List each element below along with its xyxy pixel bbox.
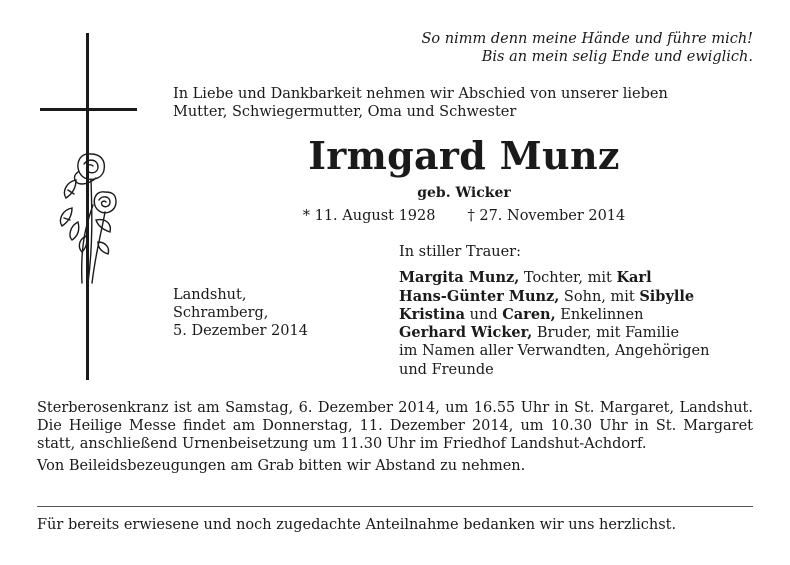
roses-icon [58,150,138,285]
mourners-closing-2: und Freunde [399,361,494,378]
place-date [173,286,308,340]
place-line-3: 5. Dezember 2014 [173,323,308,339]
verse-line-2: Bis an mein selig Ende und ewiglich. [481,49,753,65]
bible-verse [360,30,753,66]
death-date: † 27. November 2014 [467,208,626,224]
cross-horizontal-bar [40,108,137,111]
mourners-heading: In stiller Trauer: [399,244,521,260]
mourners-list [399,243,759,379]
service-text: Sterberosenkranz ist am Samstag, 6. Dezember 2014, um 16.55 Uhr in St. Margaret, Landshut. Die Heilige Messe findet am Donnerstag, 11. Dezember 2014, um 10.30 Uhr in St. Margaret statt, anschließend Urnenbeisetzung um 11.30 Uhr im Friedhof Landshut-Achdorf. [37,400,753,452]
birth-date: * 11. August 1928 [302,208,436,224]
intro-line-2: Mutter, Schwiegermutter, Oma und Schwester [173,104,517,120]
mourner-entry: Hans-Günter Munz, Sohn, mit Sibylle [399,287,695,305]
thanks-text: Für bereits erwiesene und noch zugedachte Anteilnahme bedanken wir uns herzlichst. [37,517,677,533]
deceased-name: Irmgard Munz [308,133,620,178]
birth-name: geb. Wicker [417,185,511,201]
verse-line-1: So nimm denn meine Hände und führe mich! [421,31,753,47]
intro-text [173,85,755,121]
mourners-closing-1: im Namen aller Verwandten, Angehörigen [399,343,710,360]
place-line-2: Schramberg, [173,305,269,321]
place-line-1: Landshut, [173,287,247,303]
divider [37,506,753,507]
condolence-note: Von Beileidsbezeugungen am Grab bitten wir Abstand zu nehmen. [37,458,526,474]
service-info [37,399,753,475]
mourner-entry: Kristina und Caren, Enkelinnen [399,305,644,323]
life-dates [173,207,755,225]
intro-line-1: In Liebe und Dankbarkeit nehmen wir Abschied von unserer lieben [173,86,668,102]
mourner-entry: Gerhard Wicker, Bruder, mit Familie [399,324,680,342]
mourner-entry: Margita Munz, Tochter, mit Karl [399,269,652,287]
